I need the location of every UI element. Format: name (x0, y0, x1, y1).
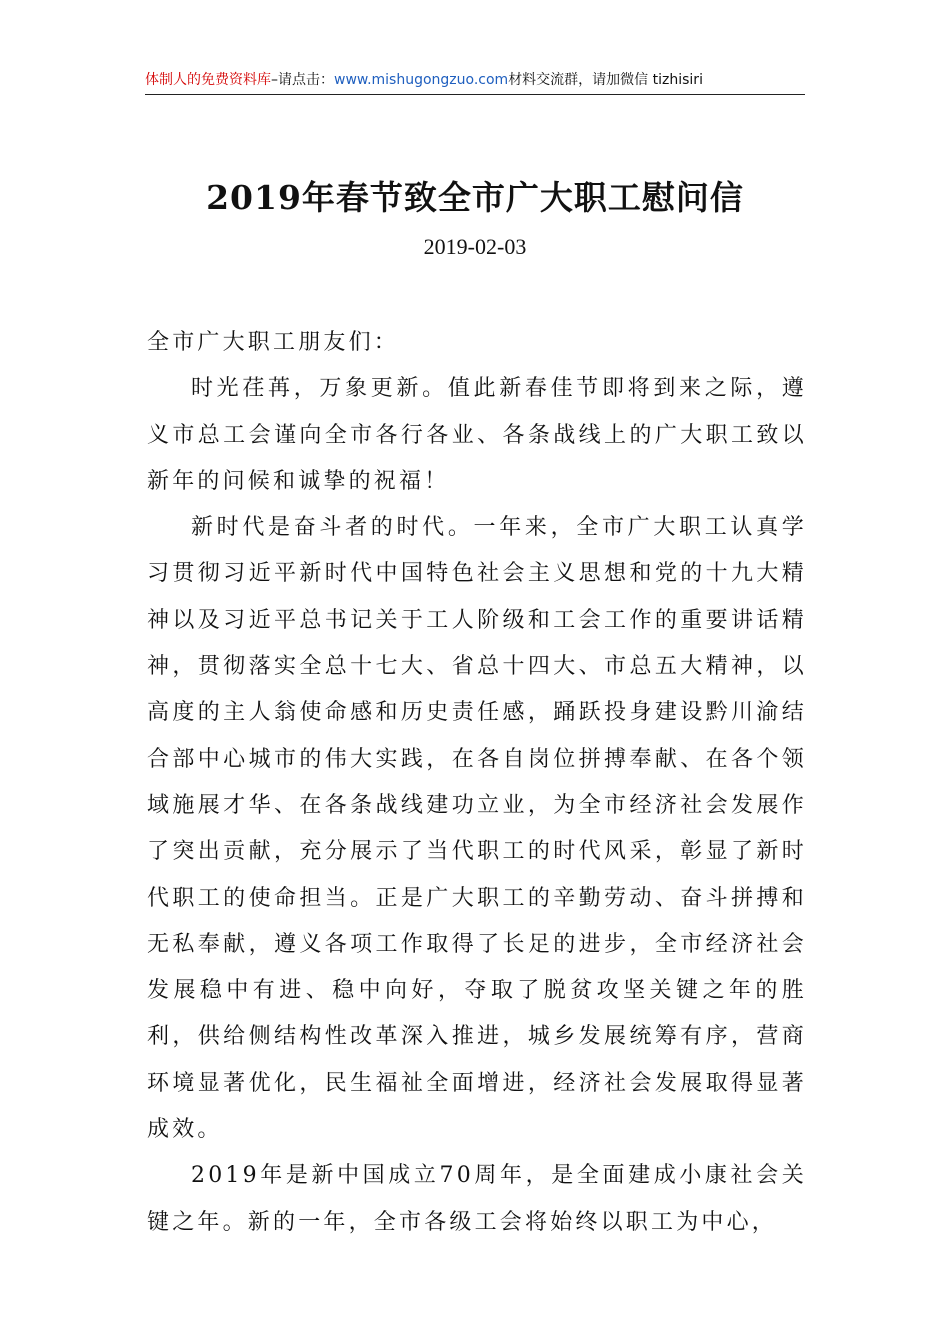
header-brand: 体制人的免费资料库 (145, 72, 271, 88)
paragraph-2: 新时代是奋斗者的时代。一年来，全市广大职工认真学习贯彻习近平新时代中国特色社会主义思想和党的十九大精神以及习近平总书记关于工人阶级和工会工作的重要讲话精神，贯彻落实全总十七大、省总十四大、市总五大精神，以高度的主人翁使命感和历史责任感，踊跃投身建设黔川渝结合部中心城市的伟大实践，在各自岗位拼搏奉献、在各个领域施展才华、在各条战线建功立业，为全市经济社会发展作了突出贡献，充分展示了当代职工的时代风采，彰显了新时代职工的使命担当。正是广大职工的辛勤劳动、奋斗拼搏和无私奉献，遵义各项工作取得了长足的进步，全市经济社会发展稳中有进、稳中向好，夺取了脱贫攻坚关键之年的胜利，供给侧结构性改革深入推进，城乡发展统筹有序，营商环境显著优化，民生福祉全面增进，经济社会发展取得显著成效。 (147, 515, 807, 1143)
paragraph-3: 2019年是新中国成立70周年，是全面建成小康社会关键之年。新的一年，全市各级工会将始终以职工为中心， (147, 1163, 807, 1235)
document-title: 2019年春节致全市广大职工慰问信 (206, 178, 744, 217)
document-body (147, 320, 807, 1246)
document-date: 2019-02-03 (423, 234, 527, 259)
header-url-link[interactable]: www.mishugongzuo.com (334, 72, 509, 88)
page-header (145, 66, 805, 95)
paragraph-1: 时光荏苒，万象更新。值此新春佳节即将到来之际，遵义市总工会谨向全市各行各业、各条战线上的广大职工致以新年的问候和诚挚的祝福！ (147, 376, 807, 494)
header-wechat-note: 材料交流群，请加微信 tizhisiri (508, 72, 703, 88)
salutation: 全市广大职工朋友们： (147, 330, 400, 355)
header-click-hint: –请点击： (271, 72, 334, 88)
